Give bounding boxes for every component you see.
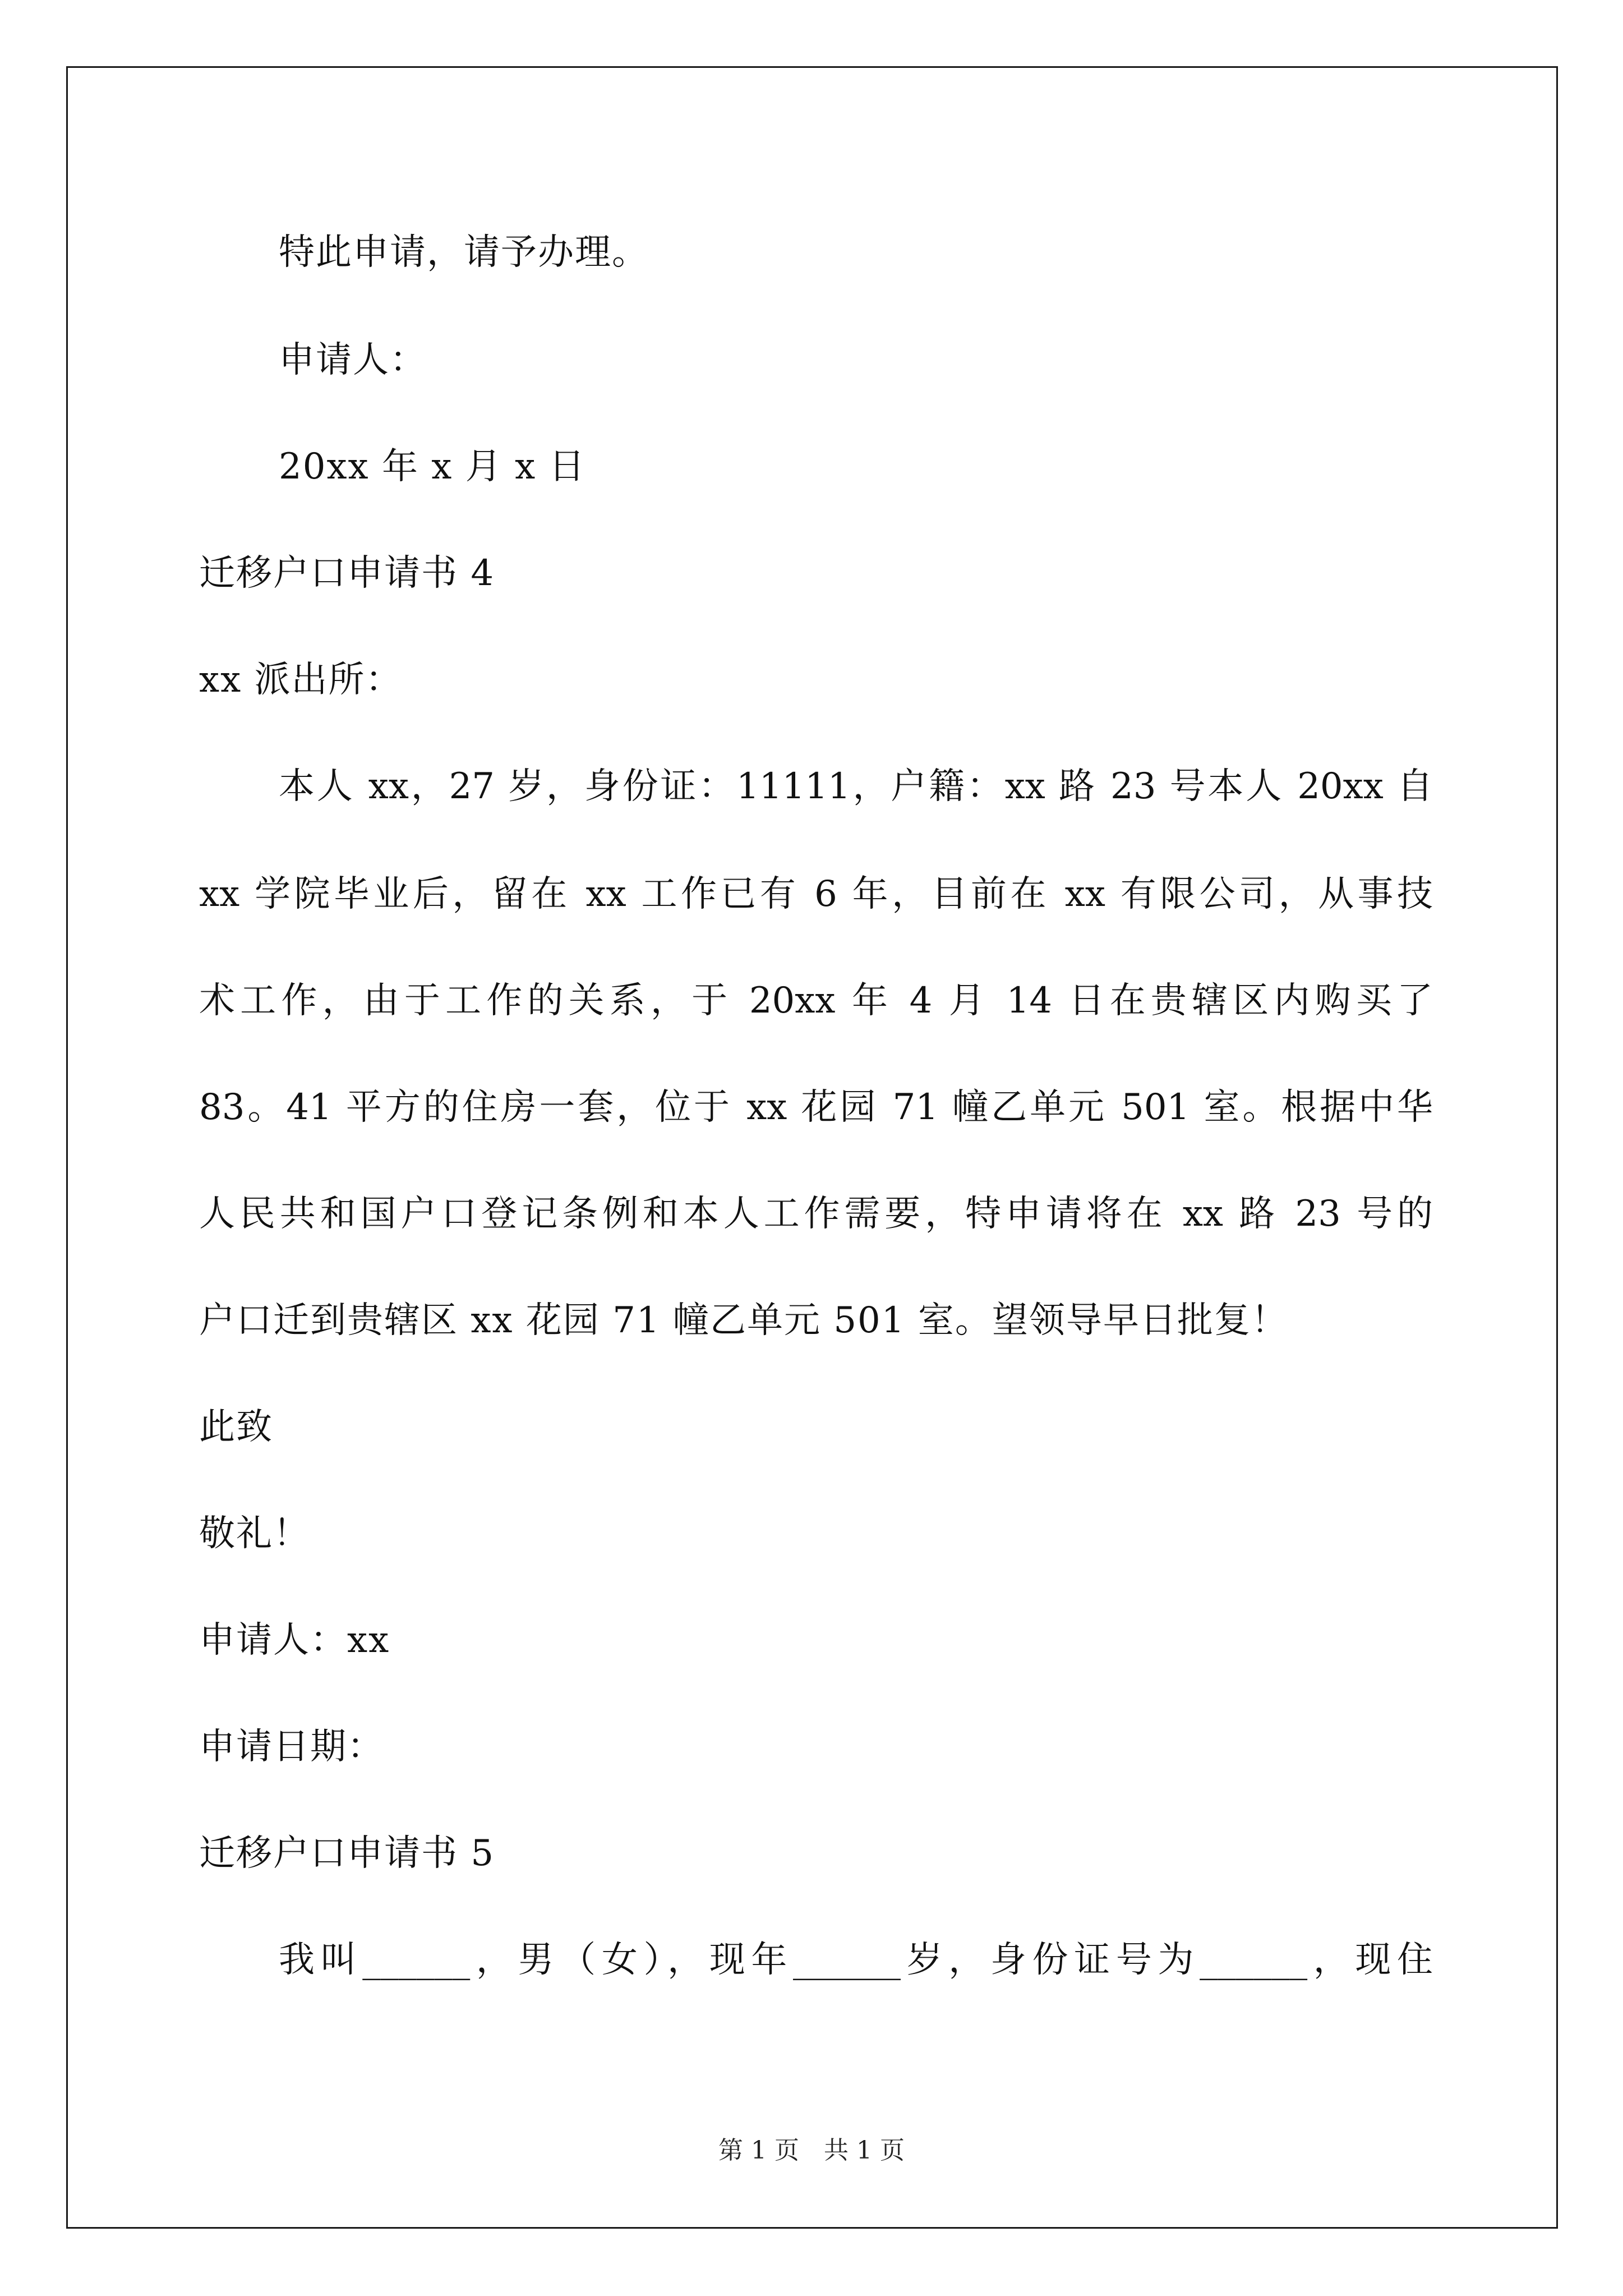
text-line: xx 派出所：: [199, 659, 403, 701]
text-line: 此致: [199, 1406, 273, 1448]
text-line: 人民共和国户口登记条例和本人工作需要，特申请将在 xx 路 23 号的: [199, 1193, 1433, 1235]
text-line: 迁移户口申请书 4: [199, 553, 495, 594]
text-line: 20xx 年 x 月 x 日: [279, 446, 586, 487]
text-line: 申请日期：: [199, 1726, 384, 1768]
text-line: 我叫______，男（女），现年______岁，身份证号为______，现住: [279, 1939, 1433, 1981]
text-line: 本人 xx，27 岁，身份证：11111，户籍：xx 路 23 号本人 20xx 自: [279, 766, 1433, 807]
text-line: xx 学院毕业后，留在 xx 工作已有 6 年，目前在 xx 有限公司，从事技: [199, 873, 1433, 915]
text-line: 术工作，由于工作的关系，于 20xx 年 4 月 14 日在贵辖区内购买了: [199, 980, 1433, 1022]
text-line: 特此申请，请予办理。: [279, 232, 649, 273]
text-line: 申请人：xx: [199, 1619, 390, 1661]
text-line: 申请人：: [279, 339, 427, 381]
text-line: 83。41 平方的住房一套，位于 xx 花园 71 幢乙单元 501 室。根据中华: [199, 1087, 1433, 1128]
text-line: 户口迁到贵辖区 xx 花园 71 幢乙单元 501 室。望领导早日批复！: [199, 1300, 1288, 1341]
text-line: 敬礼！: [199, 1513, 310, 1554]
page-border: [66, 66, 1558, 2229]
page-footer: 第 1 页 共 1 页: [718, 2136, 905, 2165]
text-line: 迁移户口申请书 5: [199, 1833, 495, 1874]
